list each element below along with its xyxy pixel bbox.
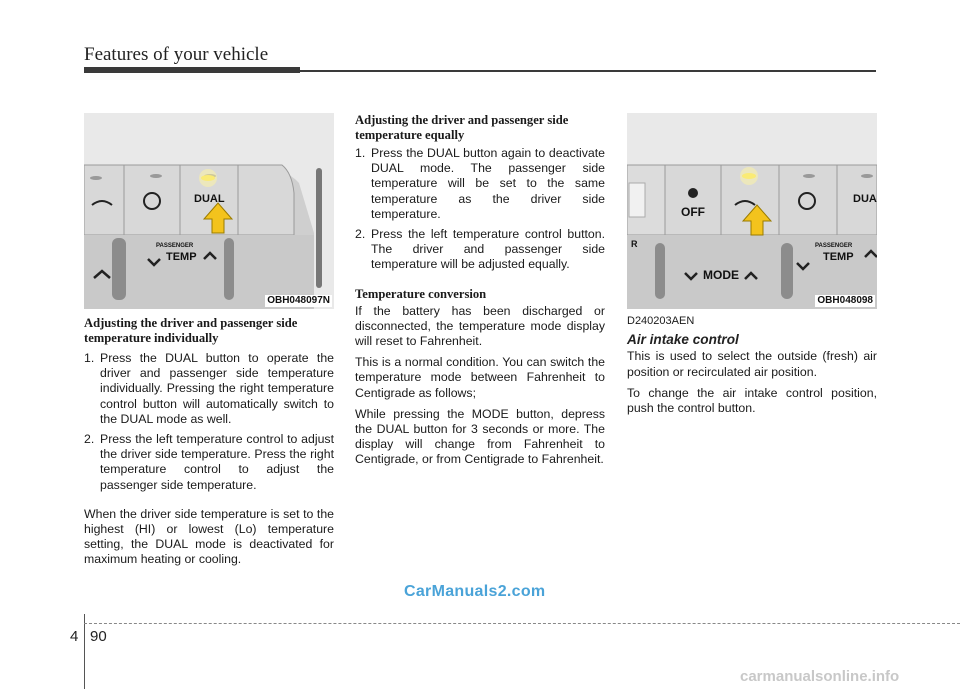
section-code: D240203AEN <box>627 315 695 327</box>
passenger-label: PASSENGER <box>815 243 853 249</box>
section-heading: Air intake control <box>627 332 739 348</box>
passenger-label: PASSENGER <box>156 243 194 249</box>
section-heading: Adjusting the driver and passenger side temperature individually <box>84 316 298 345</box>
list-item <box>355 146 605 222</box>
mode-label: MODE <box>703 268 739 282</box>
step-number: 2. <box>84 432 95 447</box>
off-button-label: OFF <box>681 205 705 219</box>
footer-divider <box>84 614 85 689</box>
temp-label: TEMP <box>823 251 854 263</box>
step-text: Press the left temperature control button. The driver and passenger side temperature will be adjusted equally. <box>371 227 605 272</box>
header-title: Features of your vehicle <box>84 44 269 65</box>
figure-air-intake-button <box>627 113 877 309</box>
dual-button-label: DUAL <box>194 193 225 205</box>
list-item <box>355 227 605 273</box>
figure-code: OBH048097N <box>267 295 330 306</box>
header-rule-thick <box>84 67 300 73</box>
paragraph: To change the air intake control position, push the control button. <box>627 385 877 416</box>
paragraph: If the battery has been discharged or disconnected, the temperature mode display will reset to Fahrenheit. <box>355 303 605 349</box>
air-intake-panel-illustration <box>627 113 877 309</box>
watermark-link[interactable]: CarManuals2.com <box>404 583 546 600</box>
step-number: 2. <box>355 227 366 242</box>
step-text: Press the left temperature control to adjust the driver side temperature. Press the right temperature control to adjust the passenger side temperature. <box>100 432 334 492</box>
dual-panel-illustration <box>84 113 334 309</box>
header-rule-thin <box>300 70 876 72</box>
section-heading-conversion: Temperature conversion <box>355 286 487 301</box>
temp-label: TEMP <box>166 251 197 263</box>
list-item <box>84 432 334 493</box>
section-heading: Adjusting the driver and passenger side temperature equally <box>355 113 569 142</box>
dual-note: When the driver side temperature is set to the highest (HI) or lowest (Lo) temperature setting, the DUAL mode is deactivated for maximum heating or cooling. <box>84 506 334 567</box>
paragraph: This is used to select the outside (fresh) air position or recirculated air position. <box>627 349 877 379</box>
step-list <box>355 146 605 273</box>
paragraph: This is a normal condition. You can switch the temperature mode between Fahrenheit to Centigrade as follows; <box>355 355 605 400</box>
step-number: 1. <box>84 351 95 365</box>
section-number: 4 <box>70 628 79 645</box>
figure-dual-button <box>84 113 334 309</box>
page-number: 90 <box>90 628 107 645</box>
step-list <box>84 351 334 493</box>
figure-code: OBH048098 <box>817 295 873 306</box>
dual-button-label: DUA <box>853 193 877 205</box>
step-text: Press the DUAL button again to deactivate DUAL mode. The passenger side temperature will be set to the same temperature as the driver side temperature. <box>371 146 605 221</box>
step-text: Press the DUAL button to operate the driver and passenger side temperature individually. Pressing the right temperature control button will automatically switch to the DUAL mode as well. <box>100 351 334 426</box>
recirc-letter: R <box>631 239 638 249</box>
column-2 <box>355 113 605 474</box>
step-number: 1. <box>355 146 366 160</box>
list-item <box>84 351 334 427</box>
column-1 <box>84 316 334 574</box>
footer-rule <box>84 623 960 624</box>
footer-site-watermark: carmanualsonline.info <box>740 668 900 685</box>
column-3 <box>627 314 877 422</box>
paragraph: While pressing the MODE button, depress the DUAL button for 3 seconds or more. The display will change from Fahrenheit to Centigrade, or from Centigrade to Fahrenheit. <box>355 406 605 467</box>
